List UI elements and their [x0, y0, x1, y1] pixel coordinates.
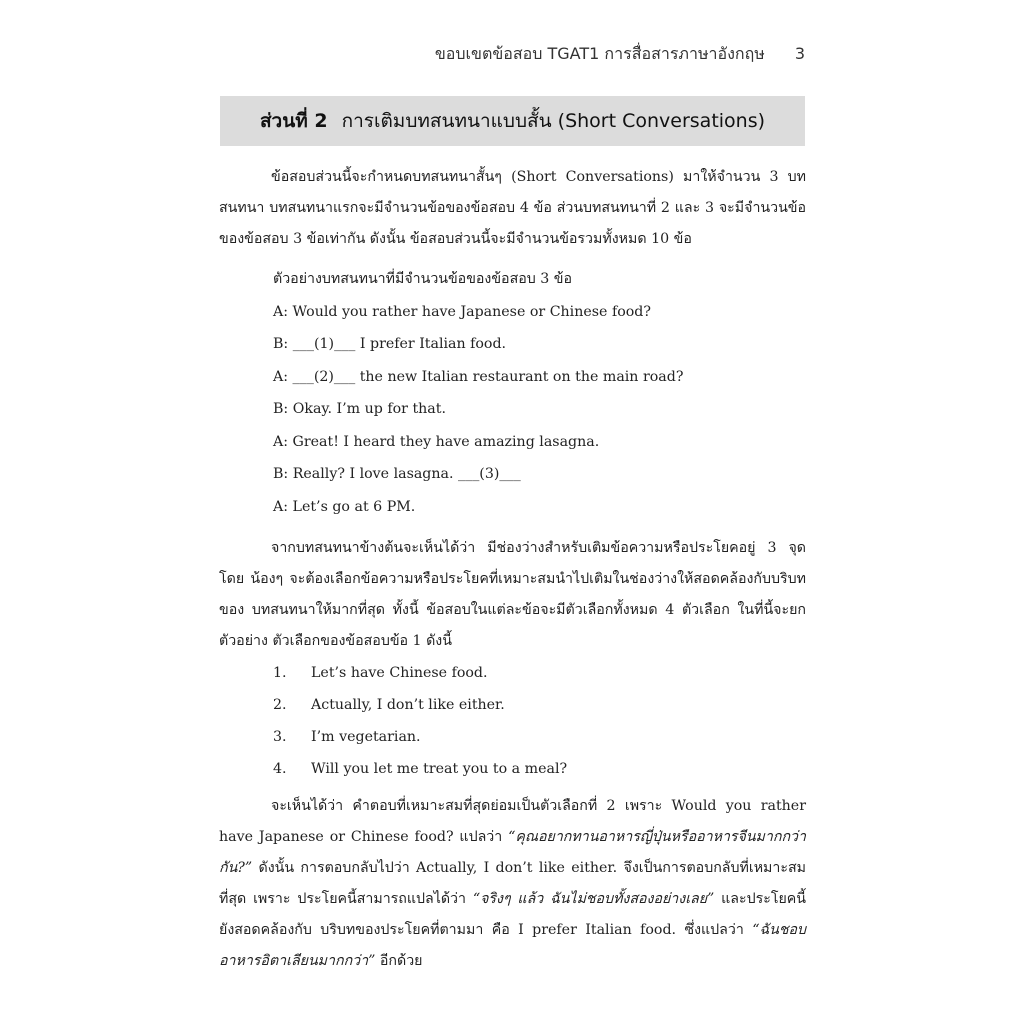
section-heading	[220, 96, 805, 146]
option-number: 2.	[273, 697, 287, 713]
intro-line: 3 ข้อเท่ากัน ดังนั้น ข้อสอบส่วนนี้จะมีจำนวนข้อรวมทั้งหมด 10 ข้อ	[293, 231, 692, 247]
option-text: Let’s have Chinese food.	[311, 665, 488, 681]
page-number: 3	[794, 44, 805, 63]
answer-line: ประโยคนี้สามารถแปลได้ว่า	[297, 891, 473, 907]
option-text: I’m vegetarian.	[311, 729, 421, 745]
option-item	[219, 721, 806, 753]
option-text: Will you let me treat you to a meal?	[311, 761, 568, 777]
answer-options	[219, 657, 806, 785]
intro-line: ข้อสอบส่วนนี้จะกำหนดบทสนทนาสั้นๆ (Short Conversations) มาให้จำนวน 3 บทสนทนา	[219, 169, 806, 216]
option-number: 1.	[273, 665, 287, 681]
dialogue-line: B: ___(1)___ I prefer Italian food.	[273, 336, 507, 352]
dialogue-line: A: Let’s go at 6 PM.	[273, 498, 416, 515]
page-body	[219, 162, 806, 977]
answer-line: อีกด้วย	[379, 953, 423, 969]
option-number: 4.	[273, 761, 287, 777]
header-title: ขอบเขตข้อสอบ TGAT1 การสื่อสารภาษาอังกฤษ	[434, 44, 765, 63]
answer-paragraph	[219, 791, 806, 977]
dialogue-line: A: ___(2)___ the new Italian restaurant on the main road?	[273, 368, 684, 385]
running-header	[220, 42, 805, 67]
answer-translation: “ฉันชอบอาหารอิตาเลียนมากกว่า”	[219, 922, 806, 969]
explanation-line: น้องๆ จะต้องเลือกข้อความหรือประโยคที่เหมาะสมนำไปเติมในช่องว่างให้สอดคล้องกับบริบทของ	[219, 571, 806, 618]
example-conversation	[219, 263, 806, 523]
option-number: 3.	[273, 729, 287, 745]
option-item	[219, 753, 806, 785]
explanation-paragraph	[219, 533, 806, 657]
answer-translation: “จริงๆ แล้ว ฉันไม่ชอบทั้งสองอย่างเลย”	[472, 891, 715, 907]
dialogue-line: A: Great! I heard they have amazing lasagna.	[273, 433, 600, 450]
option-text: Actually, I don’t like either.	[311, 697, 505, 713]
intro-line: บทสนทนาแรกจะมีจำนวนข้อของข้อสอบ 4 ข้อ ส่วนบทสนทนาที่ 2 และ 3 จะมีจำนวนข้อของข้อสอบ	[219, 200, 807, 247]
dialogue-line: A: Would you rather have Japanese or Chinese food?	[273, 303, 651, 320]
answer-translation: “คุณอยากทานอาหารญี่ปุ่นหรืออาหารจีนมากกว่ากัน?”	[219, 829, 806, 876]
explanation-line: จากบทสนทนาข้างต้นจะเห็นได้ว่า มีช่องว่างสำหรับเติมข้อความหรือประโยคอยู่ 3 จุด โดย	[219, 540, 806, 587]
dialogue-line: B: Okay. I’m up for that.	[273, 401, 446, 417]
answer-line: และประโยคนี้ยังสอดคล้องกับ	[219, 891, 806, 938]
explanation-line: ตัวเลือกของข้อสอบข้อ 1 ดังนี้	[272, 633, 452, 649]
answer-line: Japanese or Chinese food? แปลว่า	[258, 829, 509, 845]
section-number: ส่วนที่ 2	[259, 110, 328, 132]
answer-line: ดังนั้น การตอบกลับไปว่า Actually, I don’t like either. จึงเป็นการตอบกลับที่เหมาะสมที่สุด เพราะ	[219, 860, 807, 907]
intro-paragraph	[219, 162, 806, 255]
option-item	[219, 689, 806, 721]
explanation-line: บทสนทนาให้มากที่สุด ทั้งนี้ ข้อสอบในแต่ละข้อจะมีตัวเลือกทั้งหมด 4 ตัวเลือก ในที่นี้จะยกตัวอย่าง	[219, 602, 806, 649]
option-item	[219, 657, 806, 689]
answer-line: จะเห็นได้ว่า คำตอบที่เหมาะสมที่สุดย่อมเป็นตัวเลือกที่ 2 เพราะ Would you rather have	[219, 798, 806, 845]
dialogue-line: B: Really? I love lasagna. ___(3)___	[273, 466, 521, 482]
answer-line: บริบทของประโยคที่ตามมา คือ I prefer Italian food. ซึ่งแปลว่า	[320, 922, 753, 938]
example-heading: ตัวอย่างบทสนทนาที่มีจำนวนข้อของข้อสอบ 3 ข้อ	[273, 271, 573, 287]
section-title: การเติมบทสนทนาแบบสั้น (Short Conversations)	[341, 110, 766, 132]
